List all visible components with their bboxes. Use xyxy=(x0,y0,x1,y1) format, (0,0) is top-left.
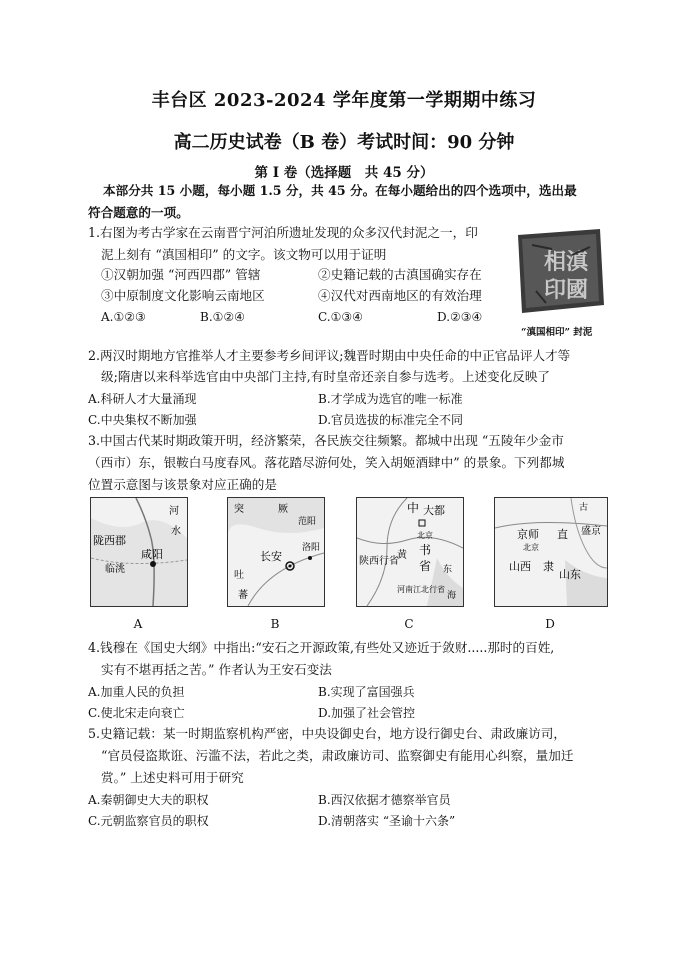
q1-statement-4: ④汉代对西南地区的有效治理 xyxy=(318,288,482,303)
map-a-label-he: 河 xyxy=(169,506,179,517)
q1-statement-2: ②史籍记载的古滇国确实存在 xyxy=(318,267,482,282)
q2-stem-line-1: 2.两汉时期地方官推举人才主要参考乡间评议;魏晋时期由中央任命的中正官品评人才等 xyxy=(88,348,571,363)
map-d-label-jingshi: 京师 xyxy=(517,528,539,541)
map-d-label-shandong: 山东 xyxy=(559,568,581,581)
map-c-label-sheng: 省 xyxy=(419,559,432,573)
instructions-line-2: 符合题意的一项。 xyxy=(88,205,189,220)
map-c xyxy=(356,497,464,607)
seal-caption: “滇国相印” 封泥 xyxy=(521,327,593,338)
map-d-caption: D xyxy=(545,617,555,631)
q3-stem-line-1: 3.中国古代某时期政策开明，经济繁荣，各民族交往频繁。都城中出现 “五陵年少金市 xyxy=(88,433,564,448)
map-c-label-shu: 书 xyxy=(419,543,432,557)
map-a-label-longxi: 陇西郡 xyxy=(93,534,126,547)
map-c-label-huang: 黄 xyxy=(397,550,407,561)
q1-statement-1: ①汉朝加强 “河西四郡” 管辖 xyxy=(101,267,261,282)
map-c-caption: C xyxy=(404,617,414,631)
seal-glyphs-bottom: 印國 xyxy=(544,277,589,303)
q2-option-c: C.中央集权不断加强 xyxy=(88,413,197,427)
map-b-label-changan: 长安 xyxy=(260,550,282,563)
q5-stem-line-1: 5.史籍记载：某一时期监察机构严密，中央设御史台，地方设行御史台、肃政廉访司， xyxy=(88,726,566,741)
map-d-label-zhi: 直 xyxy=(557,528,568,541)
map-b-label-bo: 蕃 xyxy=(238,590,248,601)
q2-stem-line-2: 级;隋唐以来科举选官由中央部门主持,有时皇帝还亲自参与选考。上述变化反映了 xyxy=(101,369,551,384)
q1-statement-3: ③中原制度文化影响云南地区 xyxy=(101,288,265,303)
q1-stem-line-2: 泥上刻有 “滇国相印” 的文字。该文物可以用于证明 xyxy=(101,247,387,262)
q5-option-a: A.秦朝御史大夫的职权 xyxy=(88,793,209,807)
map-d-label-beijing: 北京 xyxy=(523,543,539,552)
q1-option-a: A.①②③ xyxy=(101,310,146,324)
map-b-label-tu2: 吐 xyxy=(234,570,244,581)
q1-option-b: B.①②④ xyxy=(200,310,245,324)
q1-option-c: C.①③④ xyxy=(318,310,363,324)
map-c-label-dong: 东 xyxy=(443,565,453,575)
map-d-label-shengjing: 盛京 xyxy=(581,526,601,537)
q2-option-b: B.才学成为选官的唯一标准 xyxy=(318,392,463,406)
map-c-label-beijing: 北京 xyxy=(417,531,433,540)
instructions-line-1: 本部分共 15 小题，每小题 1.5 分，共 45 分。在每小题给出的四个选项中，选出最 xyxy=(103,183,577,198)
map-d-label-shanxi: 山西 xyxy=(509,560,531,573)
q1-option-d: D.②③④ xyxy=(437,310,483,324)
map-b-label-tu: 突 xyxy=(234,504,244,515)
q4-option-c: C.使北宋走向衰亡 xyxy=(88,706,185,720)
exam-title: 丰台区 2023-2024 学年度第一学期期中练习 xyxy=(151,90,537,111)
q3-stem-line-3: 位置示意图与该景象对应正确的是 xyxy=(88,477,277,492)
map-c-label-henan: 河南江北行省 xyxy=(397,585,445,594)
section-title: 第 I 卷（选择题 共 45 分） xyxy=(254,165,434,181)
map-b-label-luoyang: 洛阳 xyxy=(302,543,321,553)
map-b-label-fanyang: 范阳 xyxy=(298,517,317,527)
q4-option-d: D.加强了社会管控 xyxy=(318,706,416,720)
q4-option-a: A.加重人民的负担 xyxy=(88,685,185,699)
q2-option-a: A.科研人才大量涌现 xyxy=(88,392,197,406)
q5-option-b: B.西汉依据才德察举官员 xyxy=(318,793,451,807)
map-a-caption: A xyxy=(133,617,143,631)
q1-stem-line-1: 1.右图为考古学家在云南晋宁河泊所遗址发现的众多汉代封泥之一，印 xyxy=(88,225,478,240)
map-d-label-li: 隶 xyxy=(543,560,554,573)
q5-option-c: C.元朝监察官员的职权 xyxy=(88,814,209,828)
q5-stem-line-2: “官员侵盗欺诳、污滥不法，若此之类，肃政廉访司、监察御史有能用心纠察，量加迁 xyxy=(101,748,574,763)
map-c-label-shaanxi: 陕西行省 xyxy=(359,556,399,567)
map-b-caption: B xyxy=(270,617,280,631)
map-d xyxy=(494,497,608,607)
exam-subtitle: 高二历史试卷（B 卷）考试时间：90 分钟 xyxy=(173,132,515,153)
map-c-label-zhong: 中 xyxy=(407,501,420,515)
map-b-label-jue: 厥 xyxy=(278,504,288,515)
map-a-label-xianyang: 咸阳 xyxy=(141,548,163,561)
map-b xyxy=(227,497,325,607)
q3-stem-line-2: （西市）东，银鞍白马度春风。落花踏尽游何处，笑入胡姬酒肆中” 的景象。下列都城 xyxy=(88,455,565,470)
seal-image xyxy=(512,225,608,317)
map-a-label-lintao: 临洮 xyxy=(105,564,125,575)
map-c-label-hai: 海 xyxy=(447,591,457,601)
q4-option-b: B.实现了富国强兵 xyxy=(318,685,415,699)
q4-stem-line-1: 4.钱穆在《国史大纲》中指出:“安石之开源政策,有些处又迹近于敛财.....那时的百姓, xyxy=(88,640,555,655)
map-c-label-dadu: 大都 xyxy=(423,504,445,517)
q4-stem-line-2: 实有不堪再括之苦。” 作者认为王安石变法 xyxy=(101,662,332,677)
seal-glyphs-top: 相滇 xyxy=(544,249,589,275)
map-a xyxy=(90,497,188,607)
q2-option-d: D.官员选拔的标准完全不同 xyxy=(318,413,464,427)
q5-stem-line-3: 赏。” 上述史料可用于研究 xyxy=(101,770,244,785)
map-a-label-shui: 水 xyxy=(171,526,181,537)
q5-option-d: D.清朝落实 “圣谕十六条” xyxy=(318,814,456,828)
map-d-label-gu: 古 xyxy=(579,503,589,513)
